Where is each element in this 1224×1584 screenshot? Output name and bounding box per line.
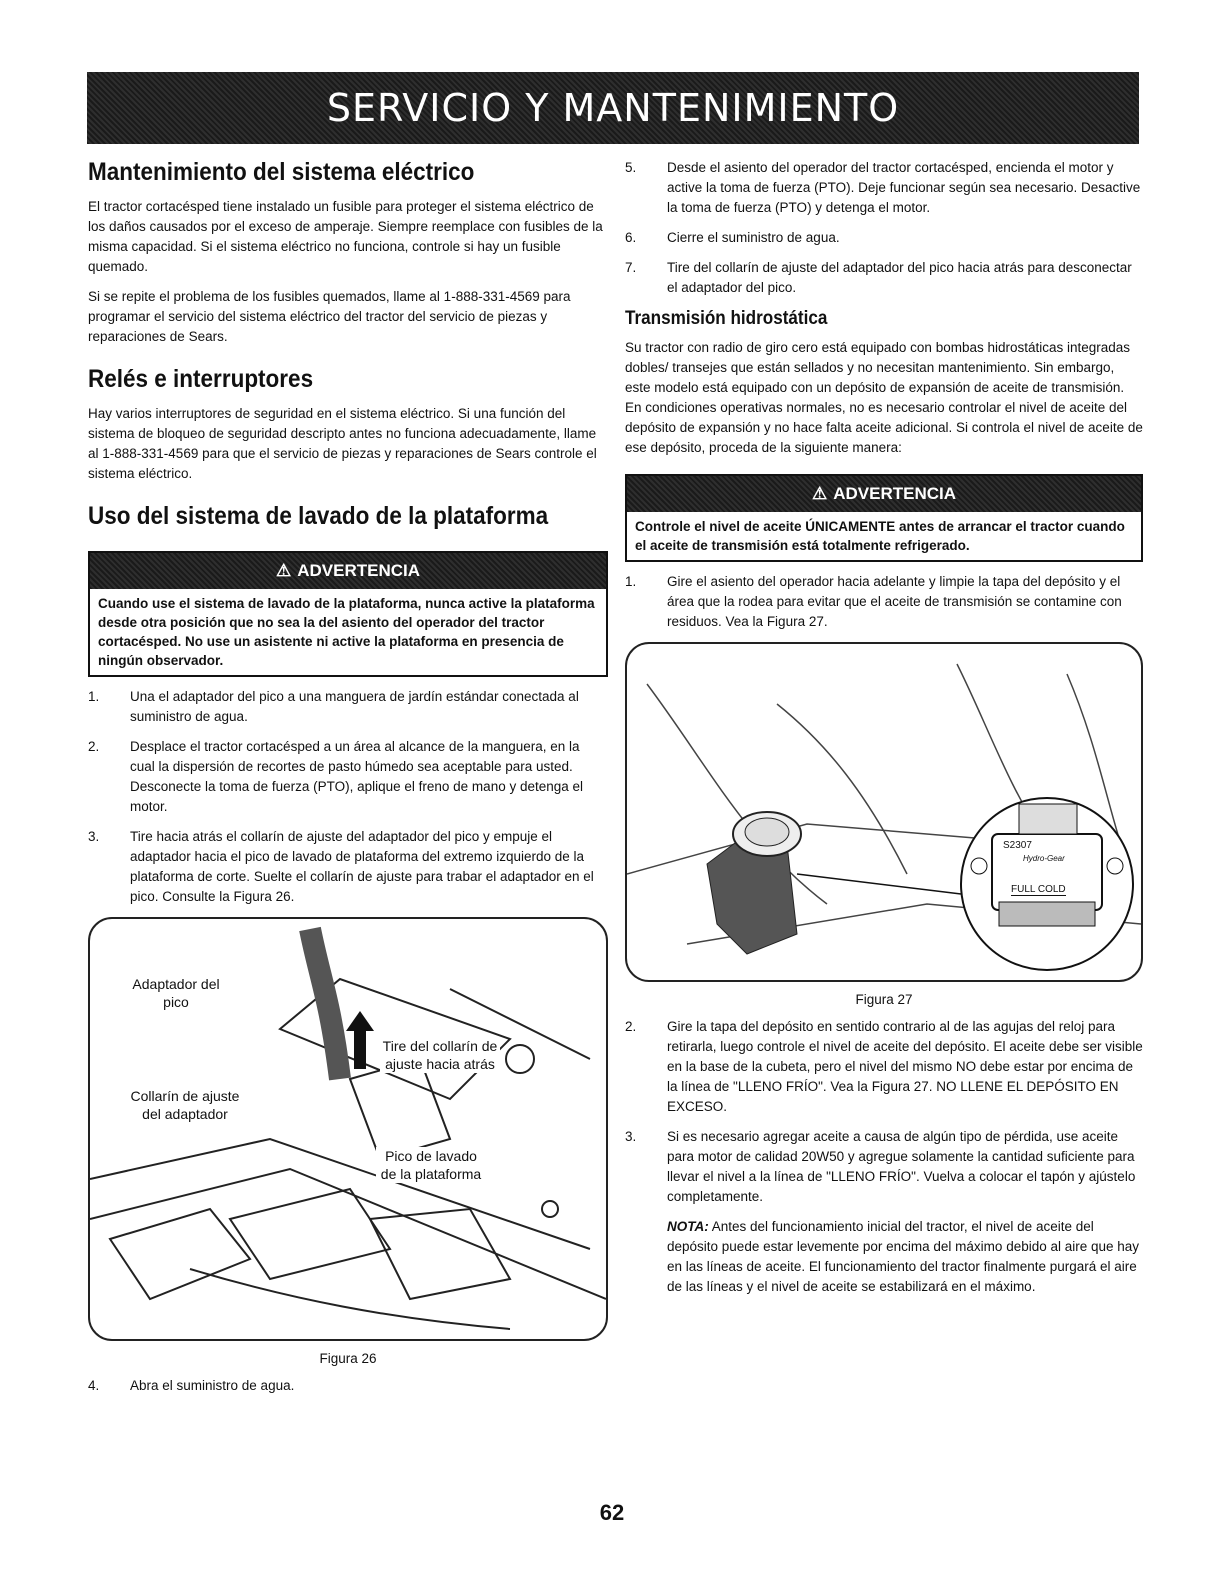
- label-nozzle: Pico de lavado de la plataforma: [376, 1147, 486, 1183]
- note-tag: NOTA:: [667, 1219, 709, 1234]
- list-item: 4. Abra el suministro de agua.: [88, 1378, 295, 1393]
- brand-label: Hydro-Gear: [1023, 854, 1065, 863]
- paragraph: Hay varios interruptores de seguridad en el sistema eléctrico. Si una función del sistema de bloqueo de seguridad descripto antes no funciona adecuadamente, llame al 1-888-331-4569 para que el servicio de piezas y reparaciones de Sears controle el sistema eléctrico.: [88, 406, 597, 481]
- label-pull-collar: Tire del collarín de ajuste hacia atrás: [380, 1037, 500, 1073]
- list-item: 7. Tire del collarín de ajuste del adaptador del pico hacia atrás para desconectar el adaptador del pico.: [625, 260, 1132, 295]
- list-item: 2. Gire la tapa del depósito en sentido contrario al de las agujas del reloj para retirarla, luego controle el nivel de aceite del depósito. El aceite debe ser visible en la base de la cubeta, pero el nivel del mismo NO debe estar por encima de la línea de "LLENO FRÍO". Vea la Figura 27. NO LLENE EL DEPÓSITO EN EXCESO.: [625, 1019, 1143, 1114]
- warning-label: ADVERTENCIA: [297, 561, 421, 580]
- warning-box: [88, 551, 608, 677]
- reservoir-illustration: [627, 644, 1141, 980]
- list-item: 2. Desplace el tractor cortacésped a un área al alcance de la manguera, en la cual la dispersión de recortes de pasto húmedo sea aceptable para usted. Desconecte la toma de fuerza (PTO), aplique el freno de mano y detenga el motor.: [88, 739, 584, 814]
- list-item: 1. Gire el asiento del operador hacia adelante y limpie la tapa del depósito y el área que la rodea para evitar que el aceite de transmisión se contamine con residuos. Vea la Figura 27.: [625, 574, 1122, 629]
- list-item: 3. Tire hacia atrás el collarín de ajuste del adaptador del pico y empuje el adaptador hacia el pico de lavado de plataforma del extremo izquierdo de la plataforma de corte. Suelte el collarín de ajuste para trabar el adaptador en el pico. Consulte la Figura 26.: [88, 829, 594, 904]
- figure-27: [625, 642, 1143, 982]
- right-column: [625, 158, 1143, 1307]
- figure-26-caption: Figura 26: [319, 1351, 377, 1366]
- label-adapter: Adaptador del pico: [132, 976, 220, 1010]
- warning-header: [627, 476, 1141, 512]
- paragraph: El tractor cortacésped tiene instalado un fusible para proteger el sistema eléctrico de los daños causados por el exceso de amperaje. Siempre reemplace con fusibles de la misma capacidad. Si el sistema eléctrico no funciona, controle si hay un fusible quemado.: [88, 199, 603, 274]
- figure-26: [88, 917, 608, 1341]
- step-list: [88, 687, 608, 907]
- section-title-relays: Relés e interruptores: [88, 365, 314, 393]
- section-banner: [87, 72, 1139, 144]
- warning-icon: ⚠: [811, 484, 828, 503]
- figure-27-caption: Figura 27: [855, 992, 913, 1007]
- list-item: 3. Si es necesario agregar aceite a causa de algún tipo de pérdida, use aceite para motor de calidad 20W50 y agregue solamente la cantidad suficiente para llevar el nivel a la línea de "LLENO FRÍO". Vuelva a colocar el tapón y ajústelo completamente.: [625, 1129, 1136, 1204]
- full-cold-label: FULL COLD: [1011, 884, 1066, 895]
- part-number-label: S2307: [1003, 840, 1032, 851]
- paragraph: Su tractor con radio de giro cero está equipado con bombas hidrostáticas integradas dobles/ transejes que están sellados y no necesitan mantenimiento. Sin embargo, este modelo está equipado con un depósito de expansión de aceite de transmisión. En condiciones operativas normales, no es necesario controlar el nivel de aceite del depósito de expansión y no hace falta aceite adicional. Si controla el nivel de aceite de ese depósito, proceda de la siguiente manera:: [625, 340, 1143, 455]
- section-title-deck-wash: Uso del sistema de lavado de la plataforma: [88, 502, 549, 530]
- list-item: 1. Una el adaptador del pico a una manguera de jardín estándar conectada al suministro de agua.: [88, 689, 579, 724]
- section-title-electrical: Mantenimiento del sistema eléctrico: [88, 158, 475, 186]
- warning-label: ADVERTENCIA: [833, 484, 957, 503]
- label-collar: Collarín de ajuste del adaptador: [130, 1088, 240, 1122]
- paragraph: Si se repite el problema de los fusibles quemados, llame al 1-888-331-4569 para programar el servicio del sistema eléctrico del tractor del servicio de piezas y reparaciones de Sears.: [88, 289, 571, 344]
- list-item: 6. Cierre el suministro de agua.: [625, 230, 840, 245]
- warning-icon: ⚠: [275, 561, 292, 580]
- warning-text: Controle el nivel de aceite ÚNICAMENTE antes de arrancar el tractor cuando el aceite de transmisión está totalmente refrigerado.: [635, 519, 1125, 553]
- section-title-hydrostatic: Transmisión hidrostática: [625, 308, 828, 329]
- warning-text: Cuando use el sistema de lavado de la plataforma, nunca active la plataforma desde otra posición que no sea la del asiento del operador del tractor cortacésped. No use un asistente ni active la plataforma en presencia de ningún observador.: [98, 596, 595, 668]
- warning-header: [90, 553, 606, 589]
- page-number: 62: [599, 1500, 625, 1525]
- page-title: SERVICIO Y MANTENIMIENTO: [326, 86, 900, 130]
- warning-box: [625, 474, 1143, 562]
- list-item: 5. Desde el asiento del operador del tractor cortacésped, encienda el motor y active la toma de fuerza (PTO). Deje funcionar según sea necesario. Desactive la toma de fuerza (PTO) y detenga el motor.: [625, 160, 1141, 215]
- note-text: Antes del funcionamiento inicial del tractor, el nivel de aceite del depósito puede estar levemente por encima del máximo debido al aire que hay en las líneas de aceite. El funcionamiento del tractor finalmente purgará el aire de las líneas y el nivel de aceite se estabilizará en el máximo.: [667, 1219, 1140, 1294]
- note: [625, 1217, 1143, 1297]
- left-column: [88, 158, 608, 1406]
